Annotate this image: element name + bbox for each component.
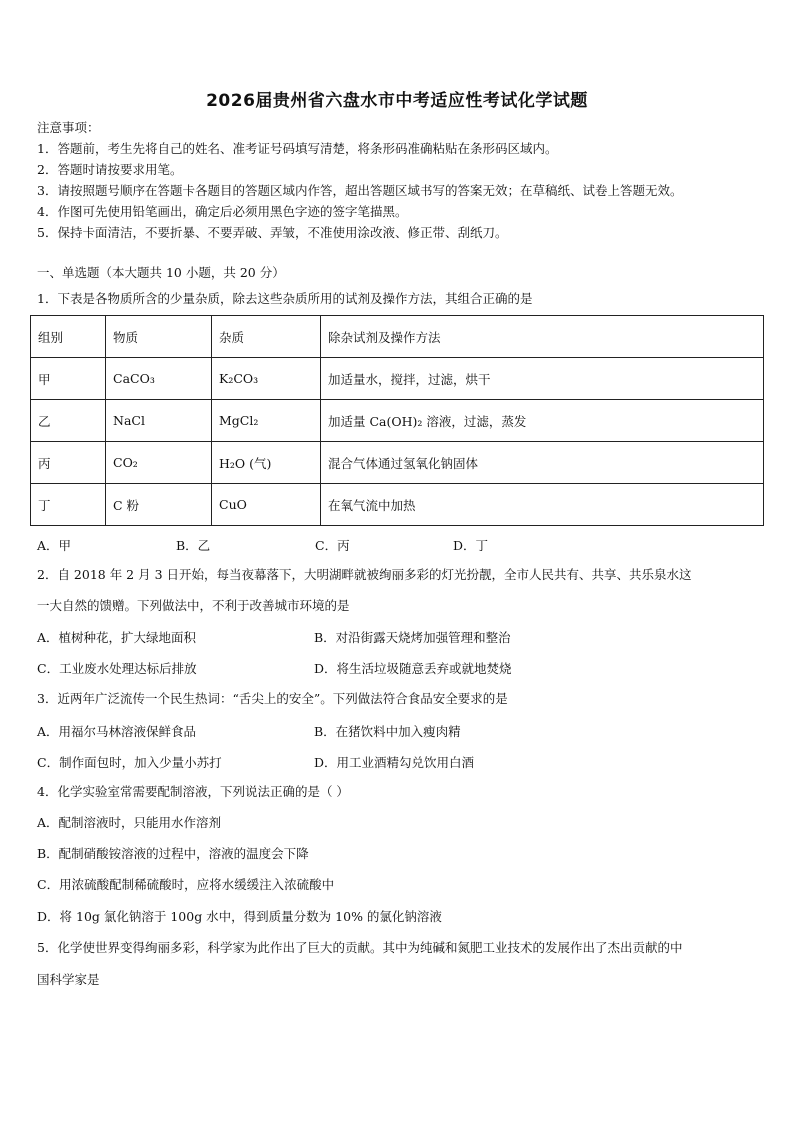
answer-option: D．将生活垃圾随意丢弃或就地焚烧 [314, 661, 512, 676]
answer-option: D．用工业酒精勾兑饮用白酒 [314, 755, 475, 770]
question-2-stem-cont: 一大自然的馈赠。下列做法中，不利于改善城市环境的是 [37, 598, 350, 613]
answer-option: C．制作面包时，加入少量小苏打 [37, 755, 222, 770]
answer-option: B．配制硝酸铵溶液的过程中，溶液的温度会下降 [37, 846, 309, 861]
answer-option: A．甲 [37, 538, 72, 553]
table-header-cell: 组别 [31, 316, 106, 358]
table-cell: 加适量 Ca(OH)₂ 溶液，过滤，蒸发 [321, 400, 764, 442]
table-cell: 丙 [31, 442, 106, 484]
table-header-cell: 物质 [106, 316, 212, 358]
table-cell: 混合气体通过氢氧化钠固体 [321, 442, 764, 484]
question-4-stem: 4．化学实验室常需要配制溶液，下列说法正确的是（ ） [37, 784, 349, 799]
table-cell: 在氧气流中加热 [321, 484, 764, 526]
question-5-stem: 5．化学使世界变得绚丽多彩，科学家为此作出了巨大的贡献。其中为纯碱和氮肥工业技术的发展作出了杰出贡献的中 [37, 940, 683, 955]
notice-item: 4．作图可先使用铅笔画出，确定后必须用黑色字迹的签字笔描黑。 [37, 204, 408, 219]
answer-option: D．丁 [453, 538, 489, 553]
notice-item: 3．请按照题号顺序在答题卡各题目的答题区域内作答，超出答题区域书写的答案无效；在草稿纸、试卷上答题无效。 [37, 183, 683, 198]
answer-option: B．对沿街露天烧烤加强管理和整治 [314, 630, 511, 645]
answer-option: A．植树种花，扩大绿地面积 [37, 630, 197, 645]
question-1-options [37, 536, 737, 552]
question-3-options-row [37, 753, 757, 769]
table-row [31, 400, 764, 442]
answer-option: C．工业废水处理达标后排放 [37, 661, 197, 676]
notice-item: 1．答题前，考生先将自己的姓名、准考证号码填写清楚，将条形码准确粘贴在条形码区域内。 [37, 141, 558, 156]
table-cell: 乙 [31, 400, 106, 442]
notice-item: 5．保持卡面清洁，不要折暴、不要弄破、弄皱，不准使用涂改液、修正带、刮纸刀。 [37, 225, 508, 240]
notice-heading: 注意事项： [37, 120, 100, 135]
answer-option: B．在猪饮料中加入瘦肉精 [314, 724, 461, 739]
question-2-options-row [37, 628, 757, 644]
answer-option: B．乙 [176, 538, 211, 553]
answer-option: C．丙 [315, 538, 350, 553]
section-heading: 一、单选题（本大题共 10 小题，共 20 分） [37, 265, 285, 280]
question-1-stem: 1．下表是各物质所含的少量杂质，除去这些杂质所用的试剂及操作方法，其组合正确的是 [37, 291, 533, 306]
answer-option: A．配制溶液时，只能用水作溶剂 [37, 815, 222, 830]
impurity-table [30, 315, 764, 526]
table-header-cell: 除杂试剂及操作方法 [321, 316, 764, 358]
table-cell: CO₂ [106, 442, 212, 484]
table-cell: MgCl₂ [212, 400, 321, 442]
page-title: 2026届贵州省六盘水市中考适应性考试化学试题 [206, 91, 588, 111]
notice-item: 2．答题时请按要求用笔。 [37, 162, 183, 177]
question-2-stem: 2．自 2018 年 2 月 3 日开始，每当夜幕落下，大明湖畔就被绚丽多彩的灯光扮靓，全市人民共有、共享、共乐泉水这 [37, 567, 692, 582]
table-row [31, 484, 764, 526]
question-2-options-row [37, 659, 757, 675]
table-cell: CuO [212, 484, 321, 526]
table-cell: CaCO₃ [106, 358, 212, 400]
table-cell: 甲 [31, 358, 106, 400]
table-cell: NaCl [106, 400, 212, 442]
question-3-options-row [37, 722, 757, 738]
table-cell: H₂O (气) [212, 442, 321, 484]
question-5-stem-cont: 国科学家是 [37, 972, 100, 987]
table-cell: K₂CO₃ [212, 358, 321, 400]
table-header-row [31, 316, 764, 358]
table-cell: C 粉 [106, 484, 212, 526]
table-cell: 丁 [31, 484, 106, 526]
answer-option: D．将 10g 氯化钠溶于 100g 水中，得到质量分数为 10% 的氯化钠溶液 [37, 909, 442, 924]
table-header-cell: 杂质 [212, 316, 321, 358]
table-row [31, 442, 764, 484]
table-cell: 加适量水，搅拌，过滤，烘干 [321, 358, 764, 400]
answer-option: A．用福尔马林溶液保鲜食品 [37, 724, 197, 739]
answer-option: C．用浓硫酸配制稀硫酸时，应将水缓缓注入浓硫酸中 [37, 877, 335, 892]
question-3-stem: 3．近两年广泛流传一个民生热词：“舌尖上的安全”。下列做法符合食品安全要求的是 [37, 691, 508, 706]
table-row [31, 358, 764, 400]
